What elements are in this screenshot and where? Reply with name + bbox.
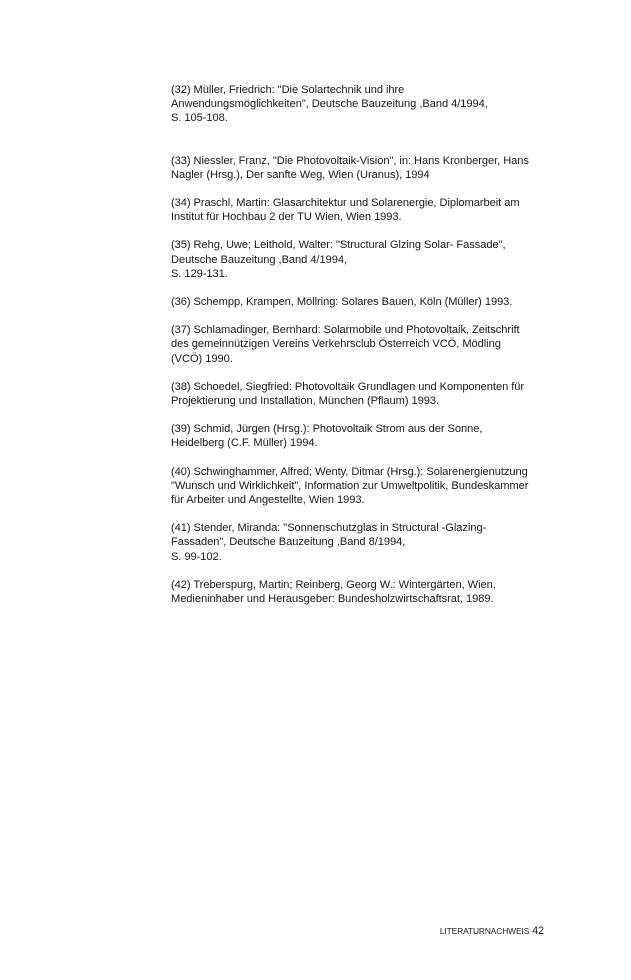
reference-line: des gemeinnützigen Vereins Verkehrsclub Österreich VCÖ, Mödling: [171, 338, 501, 351]
reference-line: (41) Stender, Miranda: "Sonnenschutzglas in Structural -Glazing-: [171, 522, 487, 535]
reference-line: (36) Schempp, Krampen, Möllring: Solares Bauen, Köln (Müller) 1993.: [171, 296, 513, 309]
reference-line: (42) Treberspurg, Martin; Reinberg, Georg W.: Wintergärten, Wien,: [171, 578, 496, 591]
reference-item: [171, 422, 561, 450]
reference-line: Institut für Hochbau 2 der TU Wien, Wien 1993.: [171, 211, 402, 224]
reference-line: Nagler (Hrsg.), Der sanfte Weg, Wien (Uranus), 1994: [171, 168, 430, 181]
reference-line: (39) Schmid, Jürgen (Hrsg.): Photovoltaik Strom aus der Sonne,: [171, 423, 483, 436]
reference-line: (38) Schoedel, Siegfried: Photovoltaik Grundlagen und Komponenten für: [171, 380, 525, 393]
page-footer: [440, 924, 544, 939]
reference-line: (VCÖ) 1990.: [171, 352, 233, 365]
reference-line: Deutsche Bauzeitung ,Band 4/1994,: [171, 253, 347, 266]
reference-line: Anwendungsmöglichkeiten", Deutsche Bauzeitung ,Band 4/1994,: [171, 98, 488, 111]
reference-item: [171, 521, 561, 564]
reference-line: Heidelberg (C.F. Müller) 1994.: [171, 437, 318, 450]
reference-line: (40) Schwinghammer, Alfred; Wenty, Ditmar (Hrsg.): Solarenergienutzung: [171, 465, 528, 478]
reference-item: [171, 83, 561, 126]
reference-item: [171, 196, 561, 224]
reference-item: [171, 465, 561, 508]
reference-line: (35) Rehg, Uwe; Leithold, Walter: "Structural Glzing Solar- Fassade",: [171, 239, 506, 252]
reference-item: [171, 380, 561, 408]
reference-line: (33) Niessler, Franz, "Die Photovoltaik-Vision", in: Hans Kronberger, Hans: [171, 154, 529, 167]
reference-line: Projektierung und Installation, München (Pflaum) 1993.: [171, 395, 440, 408]
reference-line: S. 129-131.: [171, 267, 228, 280]
reference-item: [171, 154, 561, 182]
reference-line: für Arbeiter und Angestellte, Wien 1993.: [171, 494, 365, 507]
reference-item: [171, 578, 561, 606]
reference-line: "Wunsch und Wirklichkeit", Information zur Umweltpolitik, Bundeskammer: [171, 479, 529, 492]
reference-line: S. 105-108.: [171, 112, 228, 125]
reference-item: [171, 295, 561, 309]
reference-line: Fassaden", Deutsche Bauzeitung ,Band 8/1994,: [171, 536, 406, 549]
reference-line: (37) Schlamadinger, Bernhard: Solarmobile und Photovoltaik, Zeitschrift: [171, 324, 520, 337]
reference-line: S. 99-102.: [171, 550, 222, 563]
reference-line: (32) Müller, Friedrich: "Die Solartechnik und ihre: [171, 84, 405, 96]
reference-line: Medieninhaber und Herausgeber: Bundesholzwirtschaftsrat, 1989.: [171, 593, 494, 606]
reference-item: [171, 323, 561, 366]
reference-item: [171, 238, 561, 281]
reference-line: (34) Praschl, Martin: Glasarchitektur und Solarenergie, Diplomarbeit am: [171, 197, 520, 210]
page-number: 42: [532, 925, 544, 937]
reference-list: [171, 83, 561, 620]
footer-section-title: LITERATURNACHWEIS: [439, 926, 530, 936]
